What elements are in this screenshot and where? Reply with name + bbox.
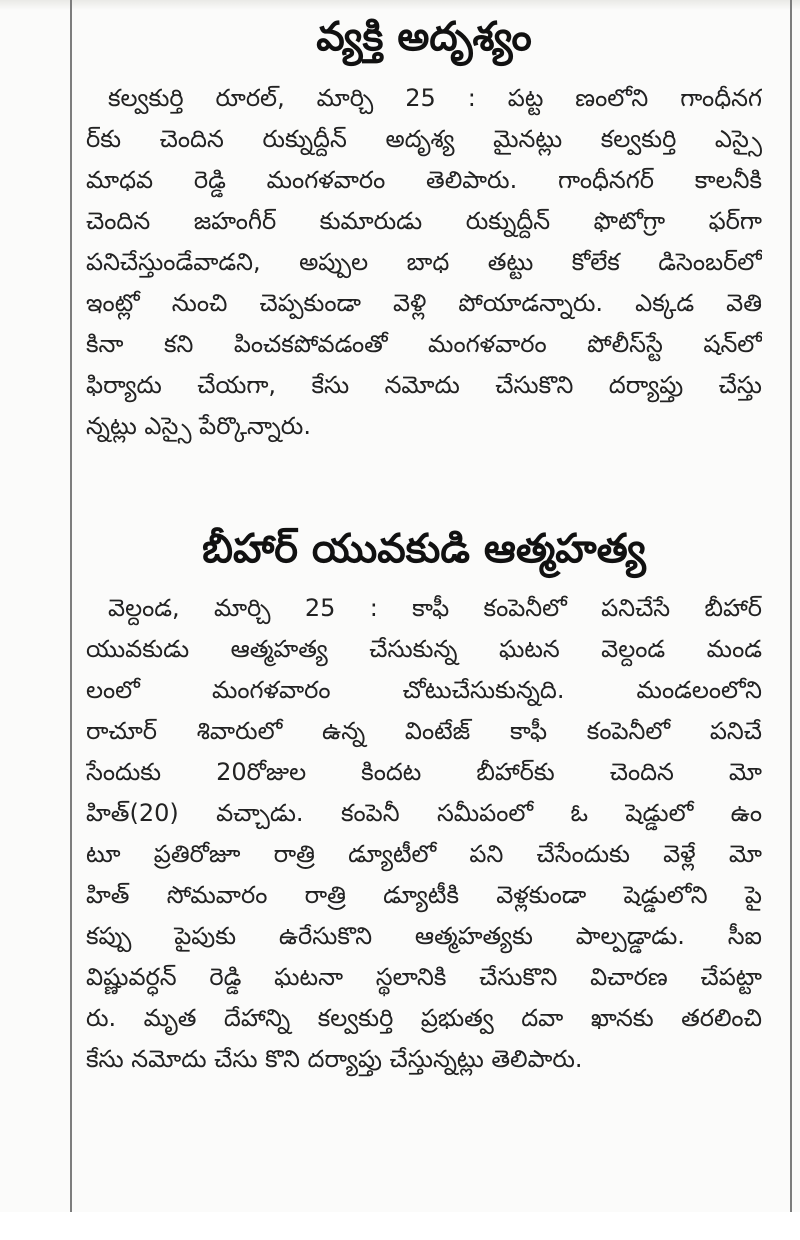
body-line: టూ ప్రతిరోజూ రాత్రి డ్యూటీలో పని చేసేందుకు వెళ్లే మో	[86, 840, 762, 868]
body-line: మాధవ రెడ్డి మంగళవారం తెలిపారు. గాంధీనగర్ కాలనీకి	[86, 166, 762, 194]
body-line: లంలో మంగళవారం చోటుచేసుకున్నది. మండలంలోని	[86, 676, 762, 704]
body-line: హిత్(20) వచ్చాడు. కంపెనీ సమీపంలో ఓ షెడ్డులో ఉం	[86, 799, 762, 827]
body-line: కేసు నమోదు చేసు కొని దర్యాప్తు చేస్తున్నట్లు తెలిపారు.	[86, 1045, 583, 1073]
column-rule-left	[70, 0, 72, 1212]
body-line: కినా కని పించకపోవడంతో మంగళవారం పోలీస్‌స్టే షన్‌లో	[86, 330, 762, 358]
body-line: రు. మృత దేహాన్ని కల్వకుర్తి ప్రభుత్వ దవా ఖానకు తరలించి	[86, 1004, 762, 1032]
column-rule-right	[790, 0, 792, 1212]
body-line: విష్ణువర్ధన్ రెడ్డి ఘటనా స్థలానికి చేసుకొని విచారణ చేపట్టా	[86, 963, 762, 991]
body-line: చెందిన జహంగీర్ కుమారుడు రుక్నుద్దీన్ ఫొటోగ్రా ఫర్‌గా	[86, 207, 762, 235]
body-line: కల్వకుర్తి రూరల్, మార్చి 25 : పట్ట ణంలోని గాంధీనగ	[108, 84, 762, 112]
page-bottom-margin	[0, 1212, 800, 1240]
article-headline: వ్యక్తి అదృశ్యం	[316, 14, 532, 60]
body-line: హిత్ సోమవారం రాత్రి డ్యూటీకి వెళ్లకుండా షెడ్డులోని పై	[86, 881, 762, 909]
body-line: వెల్దండ, మార్చి 25 : కాఫీ కంపెనీలో పనిచేసే బీహార్	[108, 594, 762, 622]
article-body	[86, 78, 762, 447]
article-headline: బీహార్ యువకుడి ఆత్మహత్య	[202, 526, 646, 572]
body-line: న్నట్లు ఎస్సై పేర్కొన్నారు.	[86, 412, 311, 440]
article-bihar-youth-suicide	[86, 520, 762, 1080]
body-line: కప్పు పైపుకు ఉరేసుకొని ఆత్మహత్యకు పాల్పడ్డాడు. సీఐ	[86, 922, 762, 950]
body-line: ఇంట్లో నుంచి చెప్పకుండా వెళ్లి పోయాడన్నారు. ఎక్కడ వెతి	[86, 289, 762, 317]
article-body	[86, 588, 762, 1080]
body-line: పనిచేస్తుండేవాడని, అప్పుల బాధ తట్టు కోలేక డిసెంబర్‌లో	[86, 248, 762, 276]
body-line: సేందుకు 20రోజుల కిందట బీహార్‌కు చెందిన మో	[86, 758, 762, 786]
body-line: రాచూర్ శివారులో ఉన్న వింటేజ్ కాఫీ కంపెనీలో పనిచే	[86, 717, 762, 745]
body-line: యువకుడు ఆత్మహత్య చేసుకున్న ఘటన వెల్దండ మండ	[86, 635, 762, 663]
body-line: ర్‌కు చెందిన రుక్నుద్దీన్ అదృశ్య మైనట్లు కల్వకుర్తి ఎస్సై	[86, 125, 762, 153]
body-line: ఫిర్యాదు చేయగా, కేసు నమోదు చేసుకొని దర్యాప్తు చేస్తు	[86, 371, 762, 399]
article-missing-person	[86, 8, 762, 447]
